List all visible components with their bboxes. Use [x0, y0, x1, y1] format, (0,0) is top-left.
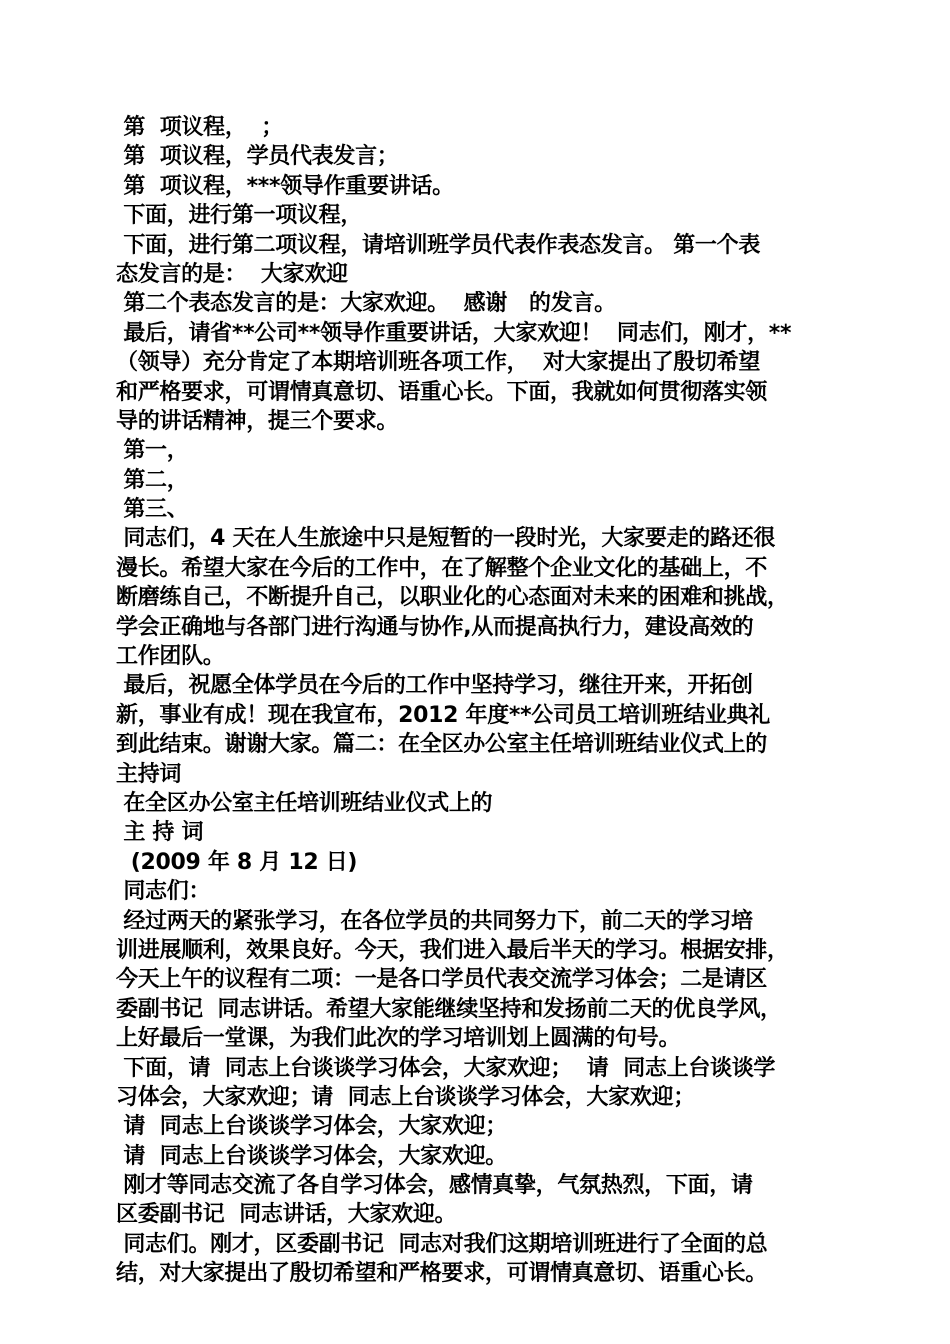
text-line: 第一， — [116, 438, 189, 464]
text-line: 下面，进行第一项议程， — [116, 203, 363, 229]
text-line: 习体会，大家欢迎；请 同志上台谈谈学习体会，大家欢迎； — [116, 1084, 695, 1110]
text-line: 学会正确地与各部门进行沟通与协作,从而提高执行力，建设高效的 — [116, 614, 754, 640]
text-line: 同志们。刚才，区委副书记 同志对我们这期培训班进行了全面的总 — [116, 1231, 768, 1257]
text-line: 刚才等同志交流了各自学习体会，感情真挚，气氛热烈，下面，请 — [116, 1173, 753, 1199]
text-line: 同志们，4 天在人生旅途中只是短暂的一段时光，大家要走的路还很 — [116, 526, 776, 552]
document-body — [116, 113, 848, 1289]
section-title: 主 持 词 — [116, 820, 204, 846]
text-line: 结，对大家提出了殷切希望和严格要求，可谓情真意切、语重心长。 — [116, 1261, 768, 1287]
text-line: 最后，祝愿全体学员在今后的工作中坚持学习，继往开来，开拓创 — [116, 673, 753, 699]
text-line: 断磨练自己，不断提升自己，以职业化的心态面对未来的困难和挑战， — [116, 585, 789, 611]
text-line: 请 同志上台谈谈学习体会，大家欢迎。 — [116, 1143, 507, 1169]
text-line: 上好最后一堂课，为我们此次的学习培训划上圆满的句号。 — [116, 1026, 681, 1052]
text-line: 第二个表态发言的是：大家欢迎。 感谢 的发言。 — [116, 291, 616, 317]
text-line: （领导）充分肯定了本期培训班各项工作， 对大家提出了殷切希望 — [116, 350, 761, 376]
text-line: 和严格要求，可谓情真意切、语重心长。下面，我就如何贯彻落实领 — [116, 379, 768, 405]
text-line: 漫长。希望大家在今后的工作中，在了解整个企业文化的基础上，不 — [116, 555, 768, 581]
text-line: 区委副书记 同志讲话，大家欢迎。 — [116, 1202, 457, 1228]
text-line: 第二， — [116, 467, 189, 493]
text-line: 经过两天的紧张学习，在各位学员的共同努力下，前二天的学习培 — [116, 908, 753, 934]
section-title: 在全区办公室主任培训班结业仪式上的 — [116, 790, 493, 816]
text-line: 导的讲话精神，提三个要求。 — [116, 408, 399, 434]
text-line: 下面，进行第二项议程，请培训班学员代表作表态发言。 第一个表 — [116, 232, 761, 258]
text-line: 第三、 — [116, 497, 189, 523]
text-line: 第 项议程， ； — [116, 115, 283, 140]
text-line: 第 项议程，学员代表发言； — [116, 144, 399, 170]
text-line: 第 项议程，***领导作重要讲话。 — [116, 173, 454, 199]
text-line: 今天上午的议程有二项：一是各口学员代表交流学习体会；二是请区 — [116, 967, 768, 993]
text-line: 态发言的是： 大家欢迎 — [116, 261, 348, 287]
text-line: 请 同志上台谈谈学习体会，大家欢迎； — [116, 1114, 507, 1140]
text-line: 下面，请 同志上台谈谈学习体会，大家欢迎； 请 同志上台谈谈学 — [116, 1055, 776, 1081]
text-line: 工作团队。 — [116, 644, 225, 670]
text-line: 训进展顺利，效果良好。今天，我们进入最后半天的学习。根据安排， — [116, 937, 789, 963]
text-line: 最后，请省**公司**领导作重要讲话，大家欢迎！ 同志们，刚才，** — [116, 320, 792, 346]
text-line: 到此结束。谢谢大家。篇二：在全区办公室主任培训班结业仪式上的 — [116, 732, 768, 758]
text-line: 主持词 — [116, 761, 182, 787]
salutation: 同志们： — [116, 879, 211, 905]
date-line: (2009 年 8 月 12 日) — [116, 849, 358, 875]
text-line: 新，事业有成！现在我宣布，2012 年度**公司员工培训班结业典礼 — [116, 702, 771, 728]
text-line: 委副书记 同志讲话。希望大家能继续坚持和发扬前二天的优良学风， — [116, 996, 782, 1022]
